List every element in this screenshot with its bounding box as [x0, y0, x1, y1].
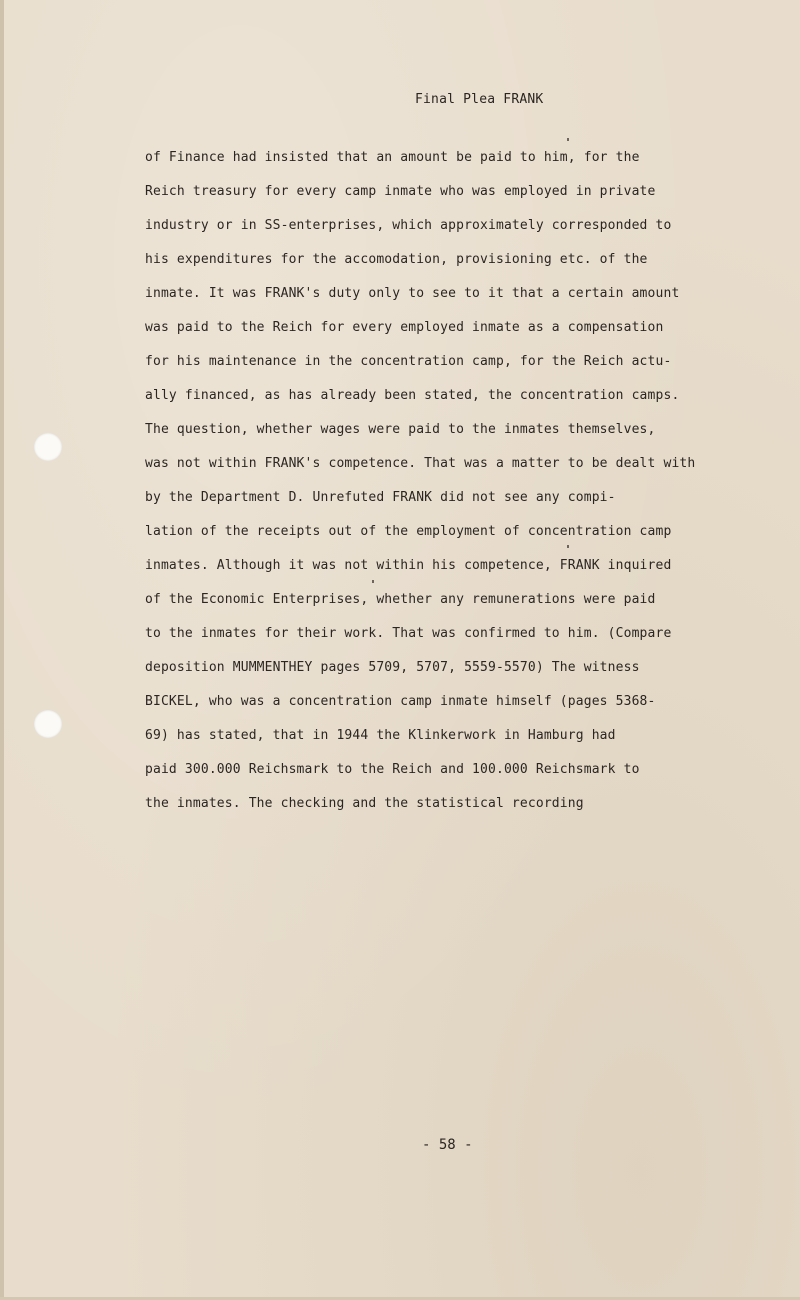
ink-mark: [567, 138, 569, 141]
page-number: - 58 -: [422, 1137, 473, 1153]
document-body: [145, 147, 745, 827]
text-line: paid 300.000 Reichsmark to the Reich and 100.000 Reichsmark to: [145, 762, 640, 777]
text-line: BICKEL, who was a concentration camp inmate himself (pages 5368-: [145, 694, 656, 709]
text-line: of the Economic Enterprises, whether any remunerations were paid: [145, 592, 656, 607]
text-line: ally financed, as has already been stated, the concentration camps.: [145, 388, 680, 403]
text-line: by the Department D. Unrefuted FRANK did not see any compi-: [145, 490, 616, 505]
text-line: to the inmates for their work. That was confirmed to him. (Compare: [145, 626, 672, 641]
text-line: of Finance had insisted that an amount be paid to him, for the: [145, 150, 640, 165]
text-line: industry or in SS-enterprises, which approximately corresponded to: [145, 218, 672, 233]
text-line: The question, whether wages were paid to the inmates themselves,: [145, 422, 656, 437]
text-line: the inmates. The checking and the statistical recording: [145, 796, 584, 811]
text-line: was paid to the Reich for every employed inmate as a compensation: [145, 320, 664, 335]
text-line: lation of the receipts out of the employment of concentration camp: [145, 524, 672, 539]
text-line: inmates. Although it was not within his competence, FRANK inquired: [145, 558, 672, 573]
text-line: inmate. It was FRANK's duty only to see to it that a certain amount: [145, 286, 680, 301]
text-line: deposition MUMMENTHEY pages 5709, 5707, 5559-5570) The witness: [145, 660, 640, 675]
text-line: his expenditures for the accomodation, provisioning etc. of the: [145, 252, 648, 267]
text-line: for his maintenance in the concentration camp, for the Reich actu-: [145, 354, 672, 369]
page-header: Final Plea FRANK: [415, 92, 544, 107]
text-line: Reich treasury for every camp inmate who was employed in private: [145, 184, 656, 199]
text-line: 69) has stated, that in 1944 the Klinkerwork in Hamburg had: [145, 728, 616, 743]
page-left-edge: [0, 0, 4, 1300]
text-line: was not within FRANK's competence. That was a matter to be dealt with: [145, 456, 696, 471]
punch-hole-lower: [34, 710, 62, 738]
punch-hole-upper: [34, 433, 62, 461]
